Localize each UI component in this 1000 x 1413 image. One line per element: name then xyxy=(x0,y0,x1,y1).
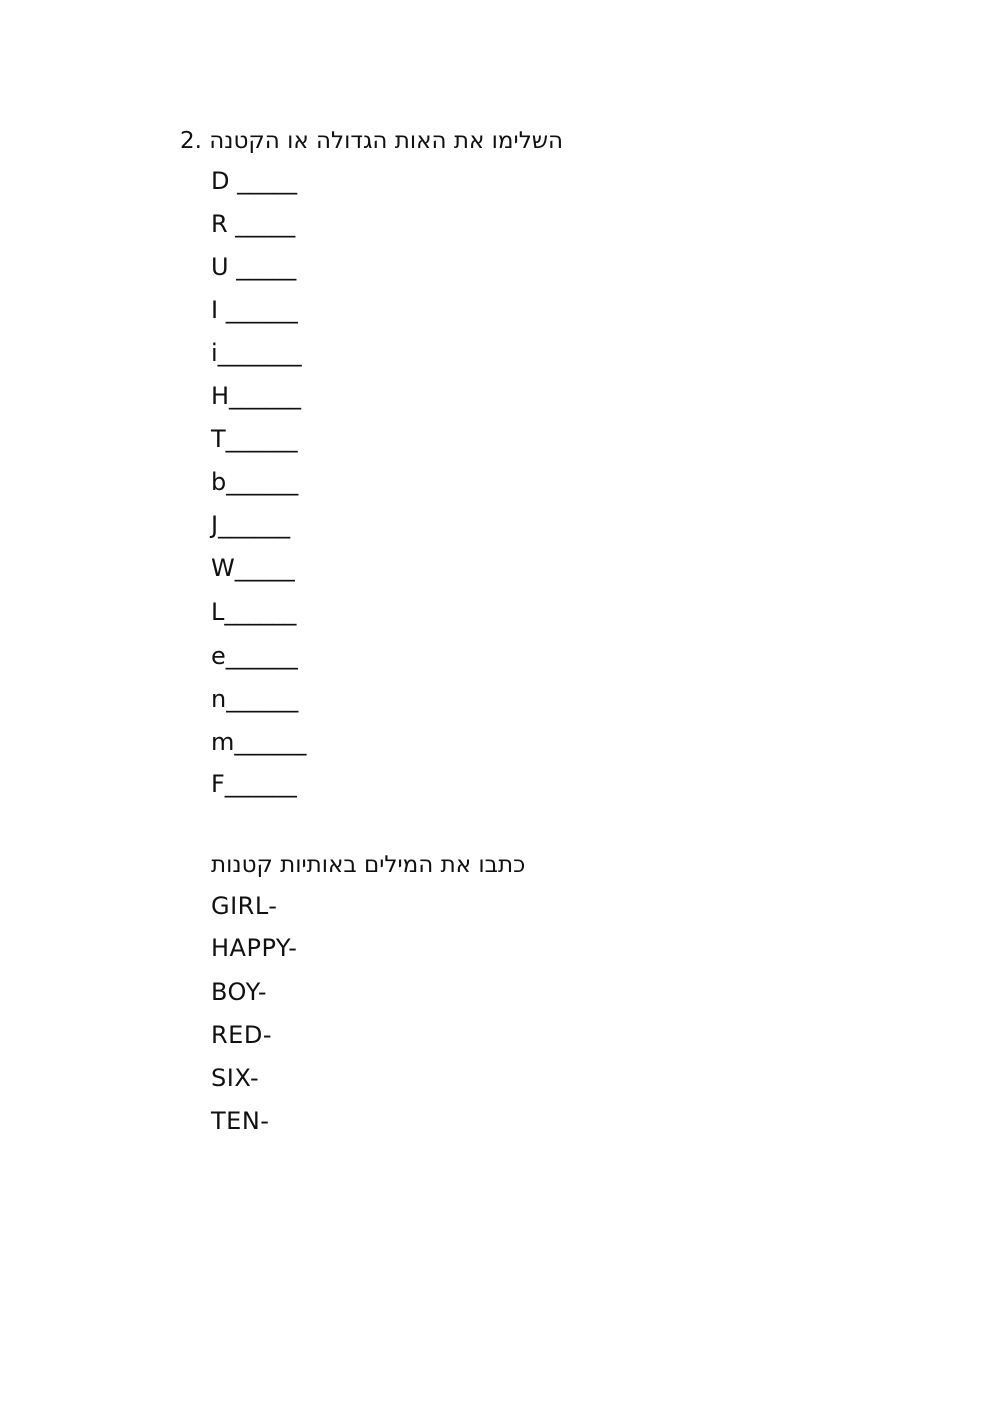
word-item-5: SIX- xyxy=(211,1064,260,1092)
section-1-heading: 2. השלימו את האות הגדולה או הקטנה xyxy=(180,128,564,154)
letter-item-3: U _____ xyxy=(211,253,297,281)
letter-item-14: m______ xyxy=(211,728,307,756)
letter-item-4: I ______ xyxy=(211,296,298,324)
letter-item-5: i_______ xyxy=(211,339,302,367)
letter-item-12: e______ xyxy=(211,642,298,670)
word-item-4: RED- xyxy=(211,1021,272,1049)
word-item-3: BOY- xyxy=(211,978,268,1006)
word-item-6: TEN- xyxy=(211,1107,270,1135)
letter-item-1: D _____ xyxy=(211,167,298,195)
section-2-heading: כתבו את המילים באותיות קטנות xyxy=(211,852,526,878)
letter-item-2: R _____ xyxy=(211,210,296,238)
letter-item-15: F______ xyxy=(211,770,297,798)
letter-item-9: J______ xyxy=(211,511,291,539)
letter-item-13: n______ xyxy=(211,685,299,713)
letter-item-8: b______ xyxy=(211,468,299,496)
letter-item-7: T______ xyxy=(211,425,298,453)
letter-item-10: W_____ xyxy=(211,554,295,582)
word-item-2: HAPPY- xyxy=(211,934,298,962)
word-item-1: GIRL- xyxy=(211,892,278,920)
letter-item-6: H______ xyxy=(211,382,302,410)
letter-item-11: L______ xyxy=(211,598,297,626)
